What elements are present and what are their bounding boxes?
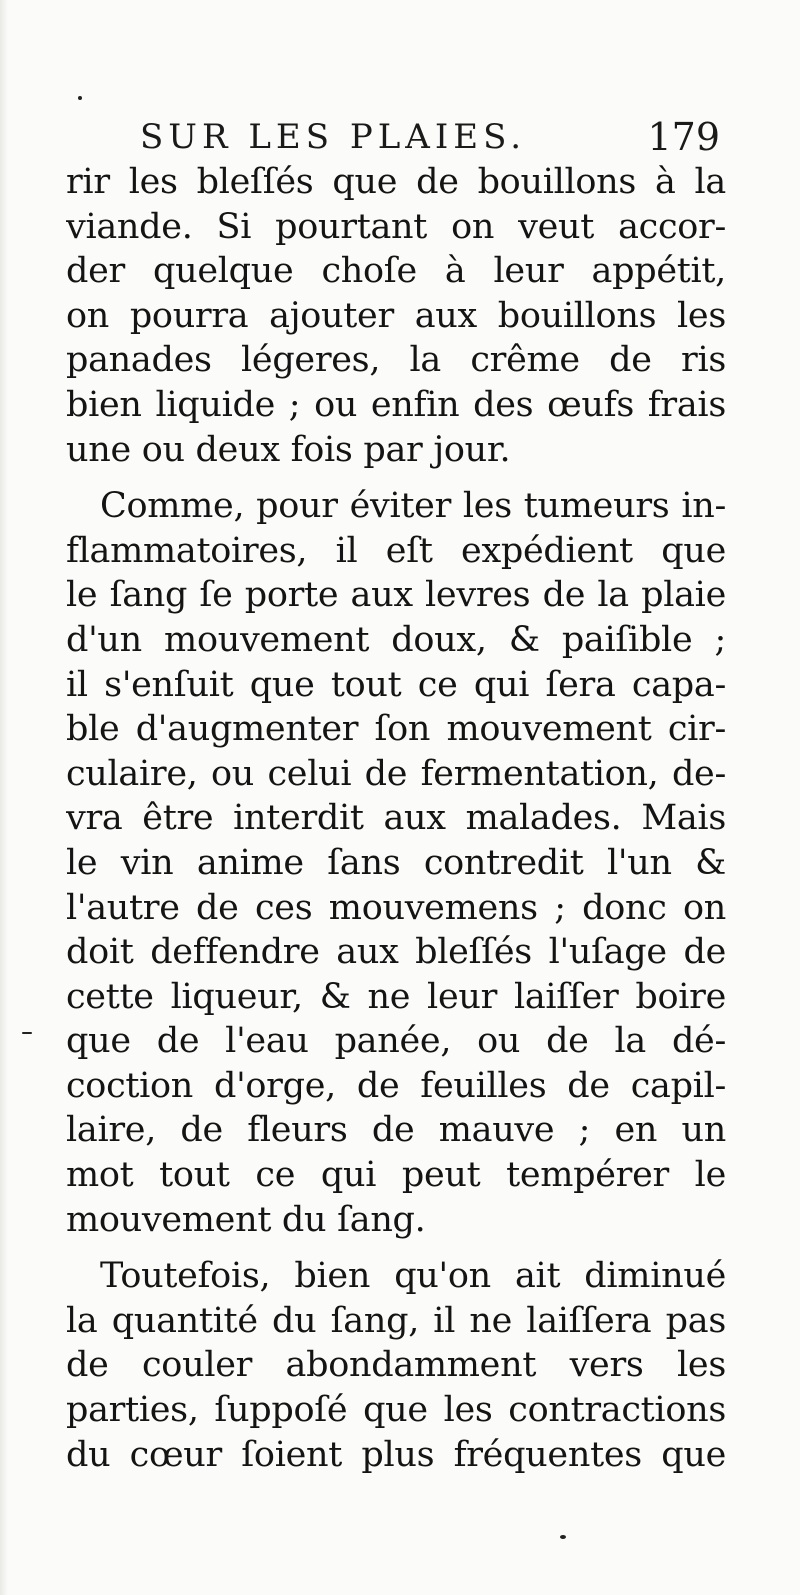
text-line: laire, de fleurs de mauve ; en un — [66, 1110, 726, 1151]
text-line: der quelque choſe à leur appétit, — [66, 251, 726, 292]
ink-speck — [560, 1535, 566, 1539]
text-line: du cœur ſoient plus fréquentes que — [66, 1434, 726, 1475]
text-line: flammatoires, il eſt expédient que — [66, 530, 726, 571]
text-line: l'autre de ces mouvemens ; donc on — [66, 887, 726, 928]
text-line: que de l'eau panée, ou de la dé- — [66, 1021, 726, 1062]
text-line: d'un mouvement doux, & paiſible ; — [66, 619, 726, 660]
page-number: 179 — [647, 115, 720, 159]
paragraph — [66, 1254, 726, 1477]
text-line: vra être interdit aux malades. Mais — [66, 798, 726, 839]
text-line: ble d'augmenter ſon mouvement cir- — [66, 709, 726, 750]
text-line: mot tout ce qui peut tempérer le — [66, 1155, 726, 1196]
text-line: coction d'orge, de feuilles de capil- — [66, 1065, 726, 1106]
paragraph — [66, 484, 726, 1242]
ink-speck — [22, 1032, 32, 1034]
text-line: on pourra ajouter aux bouillons les — [66, 295, 726, 336]
text-line: panades légeres, la crême de ris — [66, 340, 726, 381]
running-title: SUR LES PLAIES. — [140, 117, 526, 157]
ink-speck — [78, 96, 82, 100]
text-line: une ou deux fois par jour. — [66, 429, 511, 470]
text-line: il s'enſuit que tout ce qui ſera capa- — [66, 664, 726, 705]
body-text — [66, 160, 726, 1477]
text-line: rir les bleſſés que de bouillons à la — [66, 162, 726, 202]
text-line: la quantité du ſang, il ne laiſſera pas — [66, 1300, 726, 1341]
text-line: Toutefois, bien qu'on ait diminué — [100, 1256, 726, 1297]
text-line: viande. Si pourtant on veut accor- — [66, 206, 726, 247]
text-line: doit deffendre aux bleſſés l'uſage de — [66, 932, 726, 973]
text-line: le ſang ſe porte aux levres de la plaie — [66, 575, 726, 616]
text-line: culaire, ou celui de fermentation, de- — [66, 753, 726, 794]
text-line: mouvement du ſang. — [66, 1199, 426, 1240]
text-line: bien liquide ; ou enfin des œufs frais — [66, 384, 726, 425]
text-line: de couler abondamment vers les — [66, 1345, 726, 1386]
text-line: Comme, pour éviter les tumeurs in- — [100, 486, 726, 527]
text-line: cette liqueur, & ne leur laiſſer boire — [66, 976, 726, 1017]
page-edge-shadow — [0, 0, 8, 1595]
text-line: parties, ſuppoſé que les contractions — [66, 1390, 726, 1431]
paragraph — [66, 160, 726, 472]
text-line: le vin anime ſans contredit l'un & — [66, 842, 726, 883]
